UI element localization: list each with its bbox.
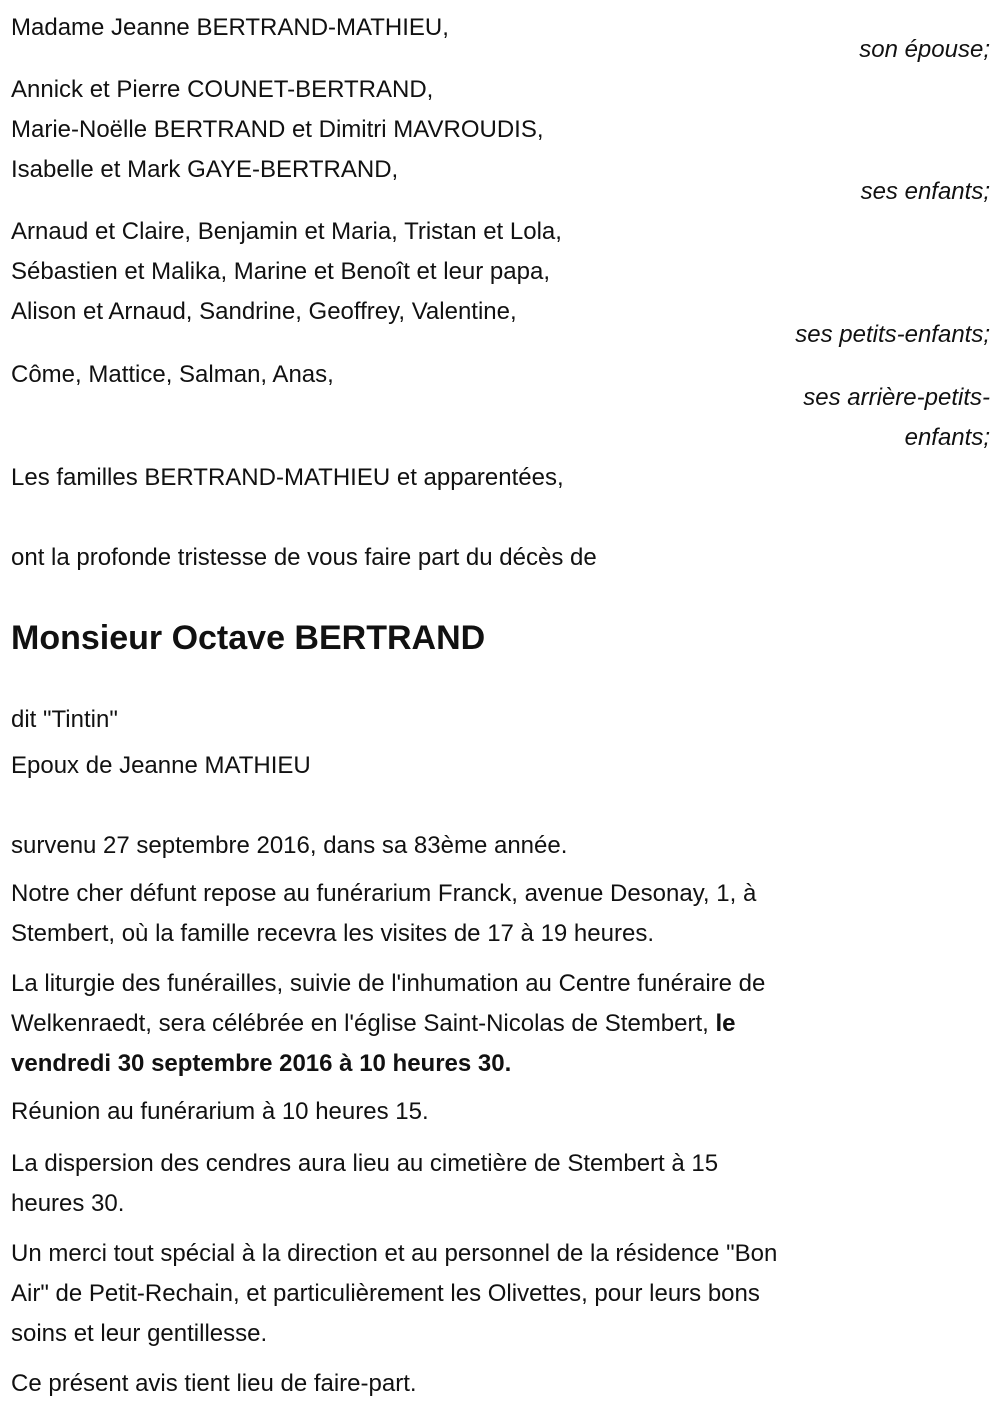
- rest-info: Stembert, où la famille recevra les visites de 17 à 19 heures.: [11, 920, 654, 947]
- liturgy-info: [11, 1004, 736, 1044]
- spouse-role: son épouse;: [859, 36, 990, 63]
- great-grandchildren-role: ses arrière-petits-: [803, 384, 990, 411]
- grandchildren-line: Sébastien et Malika, Marine et Benoît et leur papa,: [11, 258, 550, 285]
- thanks-info: Air" de Petit-Rechain, et particulièrement les Olivettes, pour leurs bons: [11, 1280, 760, 1307]
- death-date: survenu 27 septembre 2016, dans sa 83ème année.: [11, 832, 568, 859]
- meeting-info: Réunion au funérarium à 10 heures 15.: [11, 1098, 429, 1125]
- deceased-name: Monsieur Octave BERTRAND: [11, 619, 486, 657]
- children-role: ses enfants;: [860, 178, 990, 205]
- liturgy-date: le: [715, 1010, 736, 1037]
- spouse-line: Madame Jeanne BERTRAND-MATHIEU,: [11, 14, 449, 41]
- liturgy-date: vendredi 30 septembre 2016 à 10 heures 30.: [11, 1050, 512, 1077]
- grandchildren-role: ses petits-enfants;: [795, 321, 990, 348]
- great-grandchildren-role: enfants;: [904, 424, 990, 451]
- notice: Ce présent avis tient lieu de faire-part.: [11, 1370, 417, 1397]
- children-line: Isabelle et Mark GAYE-BERTRAND,: [11, 156, 399, 183]
- liturgy-info: La liturgie des funérailles, suivie de l'inhumation au Centre funéraire de: [11, 970, 766, 997]
- liturgy-text: Welkenraedt, sera célébrée en l'église Saint-Nicolas de Stembert,: [11, 1010, 716, 1037]
- rest-info: Notre cher défunt repose au funérarium Franck, avenue Desonay, 1, à: [11, 880, 757, 907]
- deceased-spouse: Epoux de Jeanne MATHIEU: [11, 752, 311, 779]
- grandchildren-line: Arnaud et Claire, Benjamin et Maria, Tristan et Lola,: [11, 218, 562, 245]
- great-grandchildren-line: Côme, Mattice, Salman, Anas,: [11, 361, 334, 388]
- deceased-nickname: dit "Tintin": [11, 706, 118, 733]
- children-line: Marie-Noëlle BERTRAND et Dimitri MAVROUDIS,: [11, 116, 544, 143]
- thanks-info: soins et leur gentillesse.: [11, 1320, 268, 1347]
- thanks-info: Un merci tout spécial à la direction et au personnel de la résidence "Bon: [11, 1240, 778, 1267]
- liturgy-info: [11, 1044, 511, 1084]
- ashes-info: La dispersion des cendres aura lieu au cimetière de Stembert à 15: [11, 1150, 719, 1177]
- grandchildren-line: Alison et Arnaud, Sandrine, Geoffrey, Valentine,: [11, 298, 517, 325]
- ashes-info: heures 30.: [11, 1190, 125, 1217]
- announcement: ont la profonde tristesse de vous faire part du décès de: [11, 544, 597, 571]
- children-line: Annick et Pierre COUNET-BERTRAND,: [11, 76, 434, 103]
- families-line: Les familles BERTRAND-MATHIEU et apparentées,: [11, 464, 564, 491]
